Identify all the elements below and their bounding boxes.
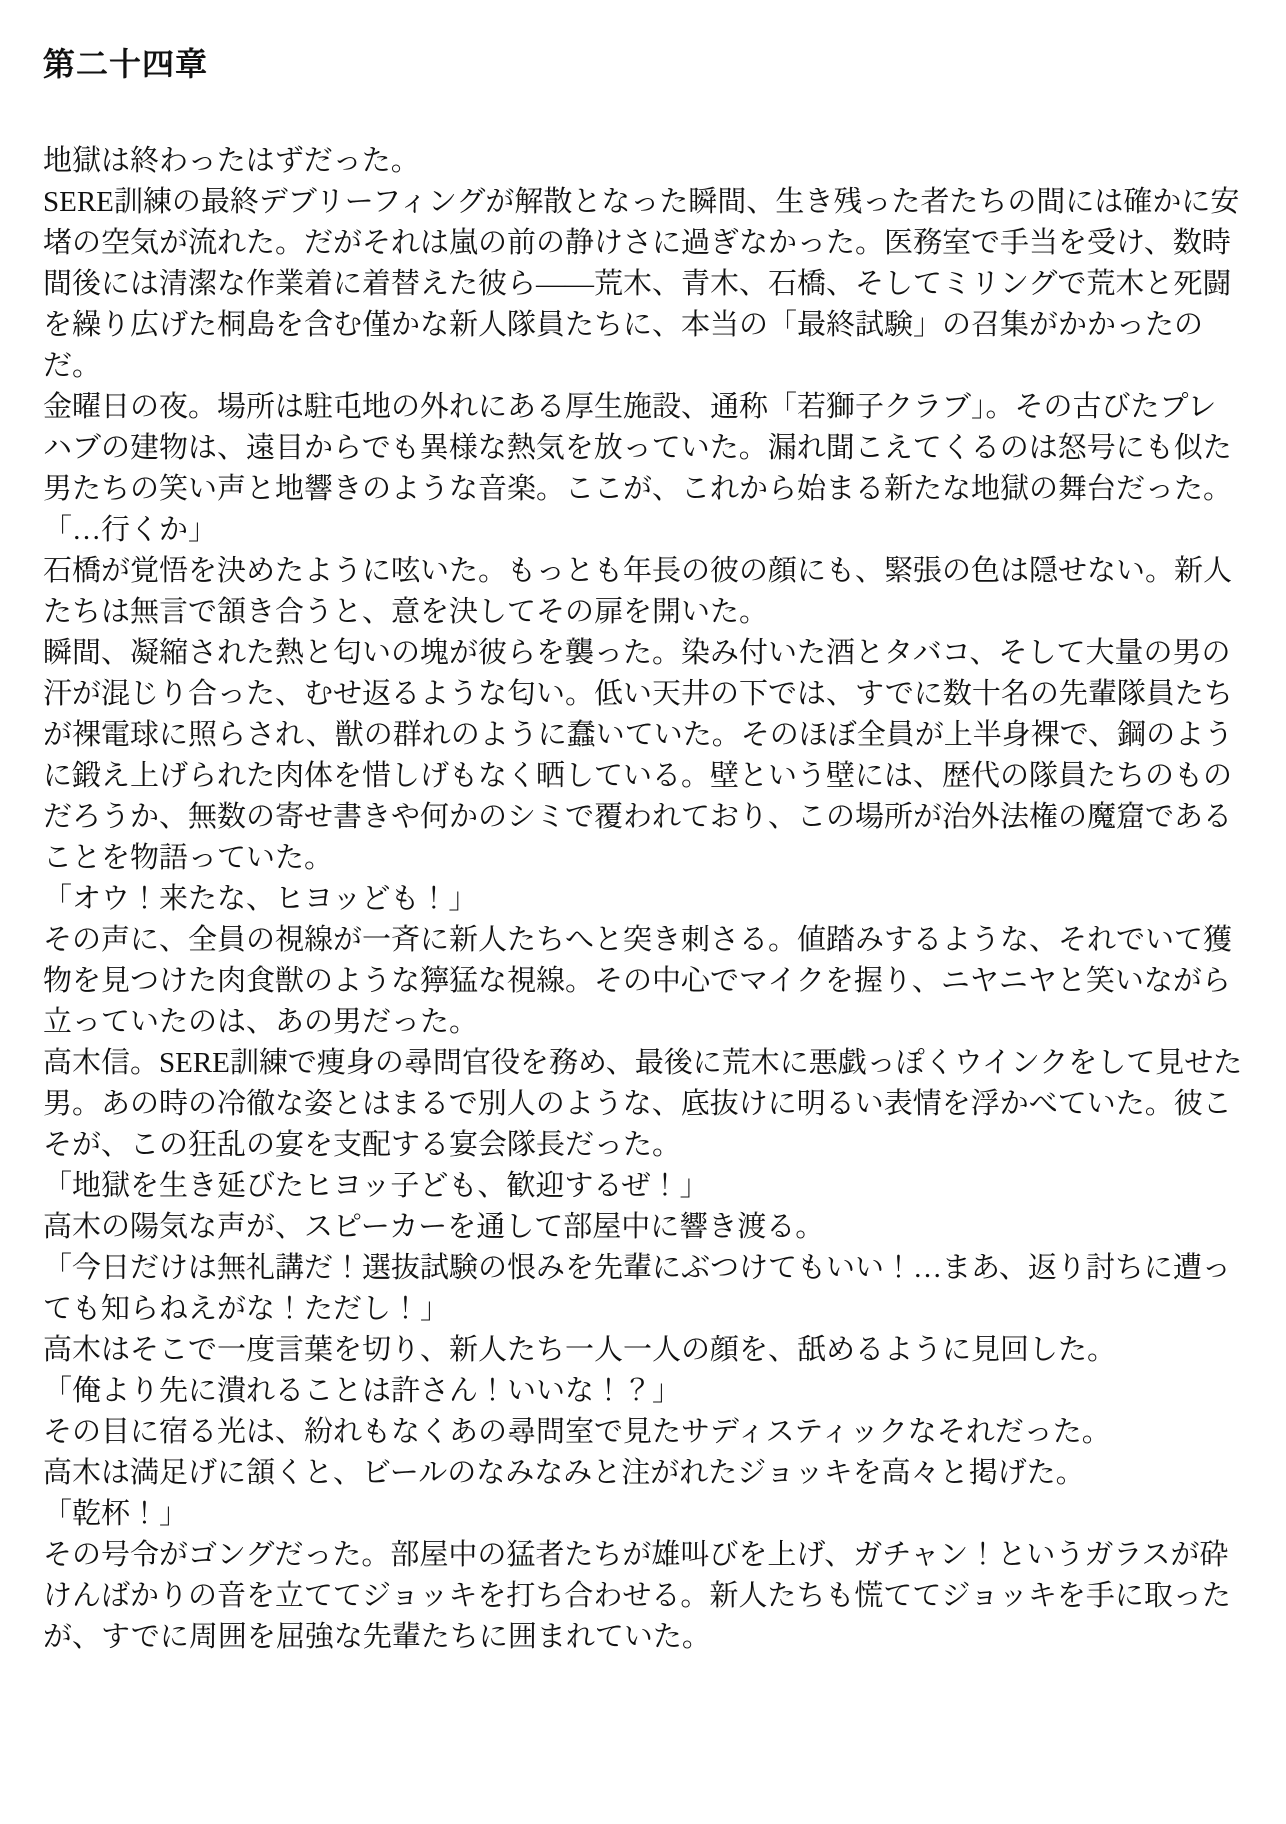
chapter-title: 第二十四章 xyxy=(43,46,209,82)
paragraph: その号令がゴングだった。部屋中の猛者たちが雄叫びを上げ、ガチャン！というガラスが砕けんばかりの音を立ててジョッキを打ち合わせる。新人たちも慌ててジョッキを手に取ったが、すでに周囲を屈強な先輩たちに囲まれていた。 xyxy=(43,1538,1231,1653)
paragraph: SERE訓練の最終デブリーフィングが解散となった瞬間、生き残った者たちの間には確かに安堵の空気が流れた。だがそれは嵐の前の静けさに過ぎなかった。医務室で手当を受け、数時間後には清潔な作業着に着替えた彼ら――荒木、青木、石橋、そしてミリングで荒木と死闘を繰り広げた桐島を含む僅かな新人隊員たちに、本当の「最終試験」の召集がかかったのだ。 xyxy=(43,185,1240,382)
paragraph: 「今日だけは無礼講だ！選抜試験の恨みを先輩にぶつけてもいい！…まあ、返り討ちに遭っても知らねえがな！ただし！」 xyxy=(43,1251,1231,1325)
paragraph: その目に宿る光は、紛れもなくあの尋問室で見たサディスティックなそれだった。 xyxy=(43,1415,1111,1448)
paragraph: 高木信。SERE訓練で痩身の尋問官役を務め、最後に荒木に悪戯っぽくウインクをして見せた男。あの時の冷徹な姿とはまるで別人のような、底抜けに明るい表情を浮かべていた。彼こそが、この狂乱の宴を支配する宴会隊長だった。 xyxy=(43,1046,1243,1161)
paragraph: その声に、全員の視線が一斉に新人たちへと突き刺さる。値踏みするような、それでいて獲物を見つけた肉食獣のような獰猛な視線。その中心でマイクを握り、ニヤニヤと笑いながら立っていたのは、あの男だった。 xyxy=(43,923,1233,1038)
paragraph: 「俺より先に潰れることは許さん！いいな！？」 xyxy=(43,1374,682,1407)
paragraph: 地獄は終わったはずだった。 xyxy=(43,144,420,177)
paragraph: 「オウ！来たな、ヒヨッども！」 xyxy=(43,882,478,915)
body-text xyxy=(43,141,1243,1658)
paragraph: 高木は満足げに頷くと、ビールのなみなみと注がれたジョッキを高々と掲げた。 xyxy=(43,1456,1085,1489)
paragraph: 瞬間、凝縮された熱と匂いの塊が彼らを襲った。染み付いた酒とタバコ、そして大量の男の汗が混じり合った、むせ返るような匂い。低い天井の下では、すでに数十名の先輩隊員たちが裸電球に照らされ、獣の群れのように蠢いていた。そのほぼ全員が上半身裸で、鋼のように鍛え上げられた肉体を惜しげもなく晒している。壁という壁には、歴代の隊員たちのものだろうか、無数の寄せ書きや何かのシミで覆われており、この場所が治外法権の魔窟であることを物語っていた。 xyxy=(43,636,1234,874)
paragraph: 「地獄を生き延びたヒヨッ子ども、歓迎するぜ！」 xyxy=(43,1169,709,1202)
paragraph: 金曜日の夜。場所は駐屯地の外れにある厚生施設、通称「若獅子クラブ」。その古びたプレハブの建物は、遠目からでも異様な熱気を放っていた。漏れ聞こえてくるのは怒号にも似た男たちの笑い声と地響きのような音楽。ここが、これから始まる新たな地獄の舞台だった。 xyxy=(43,390,1233,505)
paragraph: 「…行くか」 xyxy=(43,513,218,546)
paragraph: 高木の陽気な声が、スピーカーを通して部屋中に響き渡る。 xyxy=(43,1210,825,1243)
paragraph: 「乾杯！」 xyxy=(43,1497,189,1530)
paragraph: 高木はそこで一度言葉を切り、新人たち一人一人の顔を、舐めるように見回した。 xyxy=(43,1333,1117,1366)
paragraph: 石橋が覚悟を決めたように呟いた。もっとも年長の彼の顔にも、緊張の色は隠せない。新人たちは無言で頷き合うと、意を決してその扉を開いた。 xyxy=(43,554,1233,628)
